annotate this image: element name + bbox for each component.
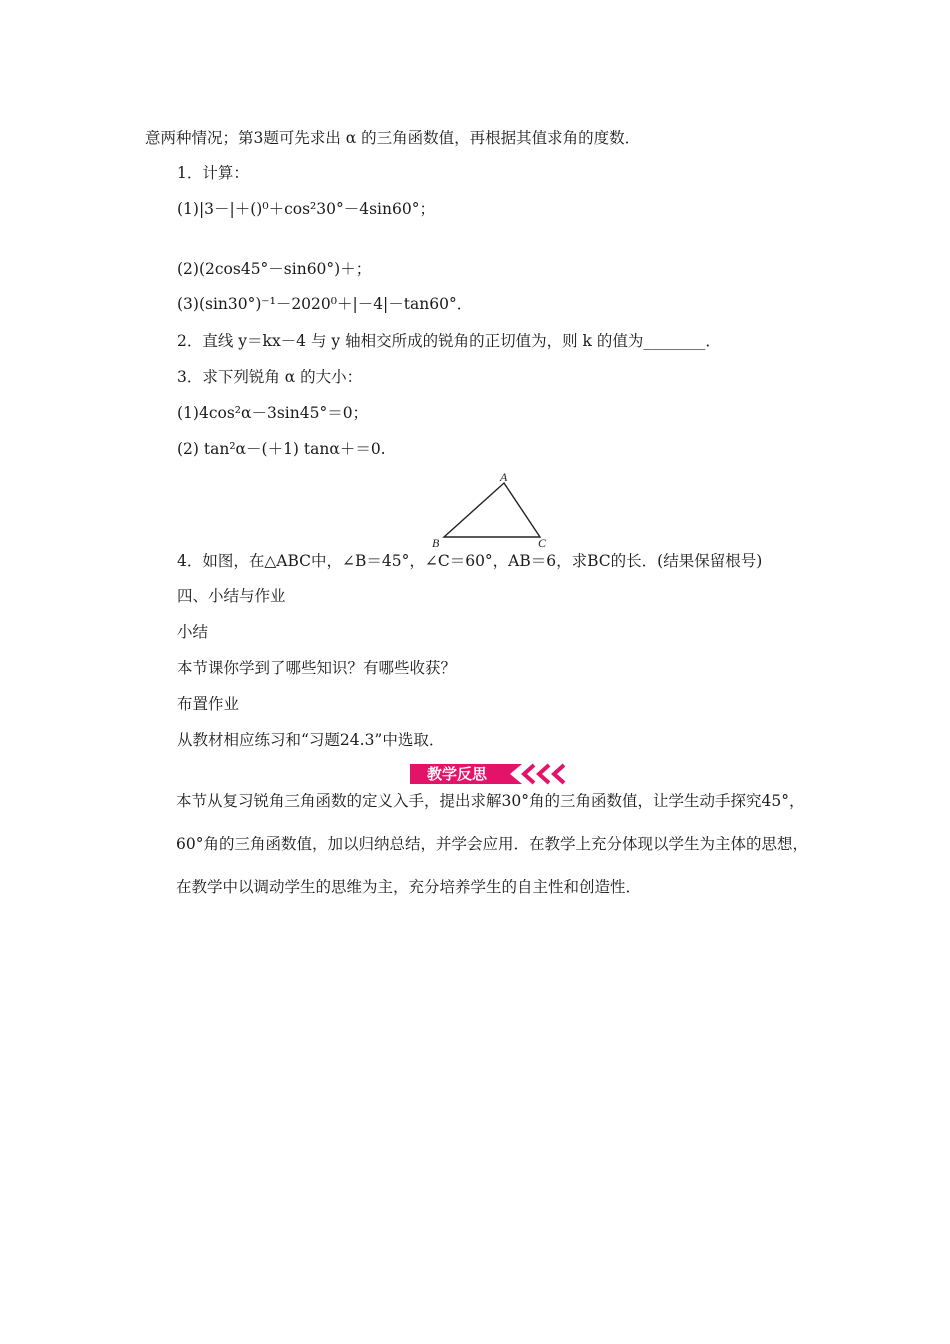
line-exercise-1-3: (3)(sin30°)⁻¹－2020⁰＋|－4|－tan60°． xyxy=(177,295,473,313)
vertex-label-a: A xyxy=(500,470,508,484)
vertex-label-c: C xyxy=(538,536,547,548)
reflection-paragraph xyxy=(145,780,810,909)
line-exercise-4: 4．如图，在△ABC中，∠B＝45°，∠C＝60°，AB＝6，求BC的长．(结果保留根号) xyxy=(177,552,763,570)
line-exercise-1-1: (1)|3－|＋()⁰＋cos²30°－4sin60°； xyxy=(177,200,435,218)
line-intro: 意两种情况；第3题可先求出 α 的三角函数值，再根据其值求角的度数． xyxy=(145,129,641,147)
line-homework: 从教材相应练习和“习题24.3”中选取． xyxy=(177,731,445,749)
line-summary: 小结 xyxy=(177,623,209,641)
line-exercise-1-2: (2)(2cos45°－sin60°)＋； xyxy=(177,260,372,278)
line-summary-heading: 四、小结与作业 xyxy=(177,587,286,605)
vertex-label-b: B xyxy=(432,536,440,548)
banner-title: 教学反思 xyxy=(426,765,488,783)
line-exercise-1: 1．计算： xyxy=(177,164,249,182)
line-exercise-2: 2．直线 y＝kx－4 与 y 轴相交所成的锐角的正切值为，则 k 的值为________． xyxy=(177,332,721,350)
line-homework-heading: 布置作业 xyxy=(177,695,240,713)
triangle-abc xyxy=(444,483,540,537)
line-summary-question: 本节课你学到了哪些知识？有哪些收获？ xyxy=(177,659,457,677)
line-exercise-3-2: (2) tan²α－(＋1) tanα＋＝0. xyxy=(177,440,386,458)
line-exercise-3-1: (1)4cos²α－3sin45°＝0； xyxy=(177,404,369,422)
line-exercise-3: 3．求下列锐角 α 的大小： xyxy=(177,368,363,386)
triangle-figure xyxy=(428,470,553,548)
reflection-text: 本节从复习锐角三角函数的定义入手，提出求解30°角的三角函数值，让学生动手探究45°，60°角的三角函数值，加以归纳总结，并学会应用．在教学上充分体现以学生为主体的思想，在教学中以调动学生的思维为主，充分培养学生的自主性和创造性． xyxy=(176,792,808,896)
